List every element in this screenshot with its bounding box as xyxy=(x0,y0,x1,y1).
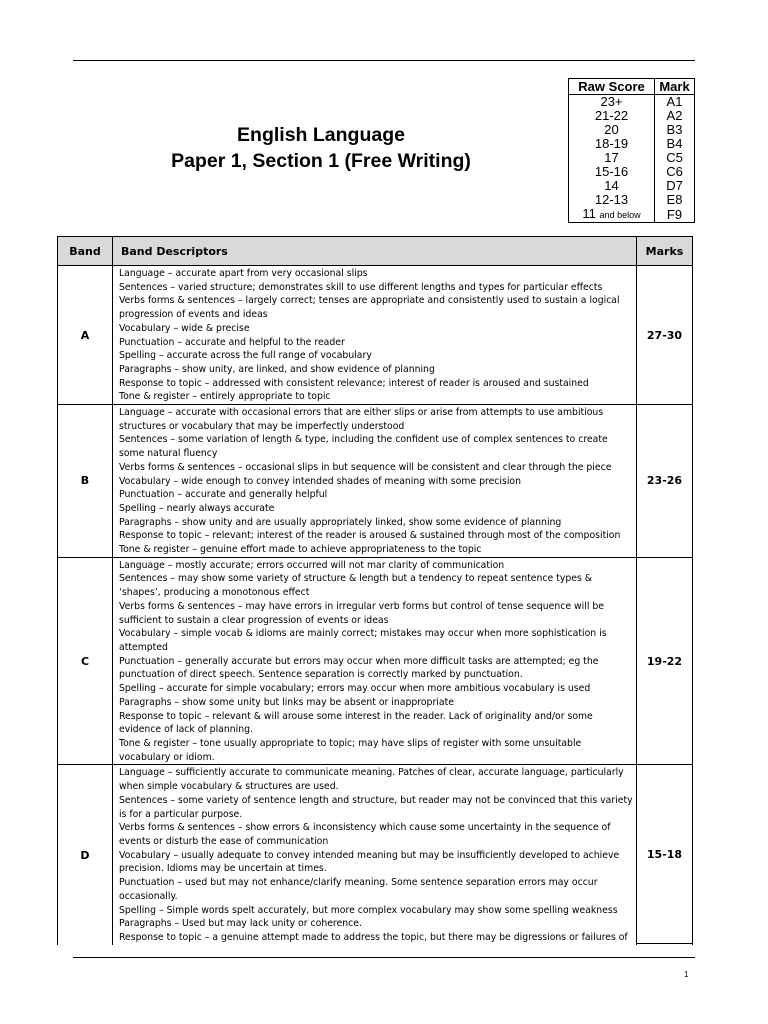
descriptor-line: Tone & register – genuine effort made to achieve appropriateness to the topic xyxy=(119,544,482,556)
descriptor-line: Punctuation – accurate and generally helpful xyxy=(119,489,328,501)
raw-score-cell xyxy=(569,179,655,193)
raw-score-cell xyxy=(569,151,655,165)
band-descriptors xyxy=(113,405,637,558)
descriptor-line: Sentences – some variation of length & type, including the confident use of complex sentences to create some natural fluency xyxy=(119,434,608,460)
raw-score-cell xyxy=(569,207,655,223)
top-rule xyxy=(73,60,695,61)
band-table-header xyxy=(58,237,693,266)
band-row-c xyxy=(58,557,693,765)
score-row xyxy=(569,137,695,151)
band-letter: D xyxy=(58,765,113,945)
page-title xyxy=(150,122,492,174)
descriptor-line: Paragraphs – show some unity but links may be absent or inappropriate xyxy=(119,696,454,708)
raw-score-value: 15-16 xyxy=(594,164,629,179)
score-row xyxy=(569,95,695,110)
band-row-b xyxy=(58,405,693,558)
raw-score-suffix: and below xyxy=(599,210,641,220)
score-row xyxy=(569,207,695,223)
mark-header: Mark xyxy=(655,79,695,95)
marks-header: Marks xyxy=(637,237,693,266)
raw-score-value: 18-19 xyxy=(594,136,629,151)
score-table-header xyxy=(569,79,695,95)
band-marks: 19-22 xyxy=(637,557,693,765)
descriptor-line: Verbs forms & sentences – may have errors in irregular verb forms but control of tense sequence will be sufficient to sustain a clear progression of events or ideas xyxy=(119,600,604,626)
raw-score-value: 17 xyxy=(604,150,619,165)
band-marks: 27-30 xyxy=(637,266,693,405)
descriptor-line: Paragraphs – Used but may lack unity or coherence. xyxy=(119,918,362,930)
descriptors-header: Band Descriptors xyxy=(113,237,637,266)
descriptor-line: Language – accurate apart from very occasional slips xyxy=(119,268,368,279)
band-letter: A xyxy=(58,266,113,405)
band-marks: 15-18 xyxy=(637,766,692,944)
raw-score-cell xyxy=(569,193,655,207)
score-row xyxy=(569,165,695,179)
descriptor-line: Verbs forms & sentences – largely correct; tenses are appropriate and consistently used to sustain a logical progression of events and ideas xyxy=(119,295,620,321)
band-letter: B xyxy=(58,405,113,558)
descriptor-line: Sentences – may show some variety of structure & length but a tendency to repeat sentence types & ‘shapes’, producing a monotonous effect xyxy=(119,573,592,599)
descriptor-line: Response to topic – relevant; interest of the reader is aroused & sustained through most of the composition xyxy=(119,530,621,542)
mark-cell: F9 xyxy=(655,207,695,223)
descriptor-line: Response to topic – a genuine attempt made to address the topic, but there may be digressions or failures of xyxy=(119,931,628,943)
descriptor-line: Response to topic – relevant & will arouse some interest in the reader. Lack of originality and/or some evidence of lack of planning. xyxy=(119,710,593,736)
descriptor-line: Tone & register – tone usually appropriate to topic; may have slips of register with some unsuitable vocabulary or idiom. xyxy=(119,737,582,763)
raw-score-cell xyxy=(569,165,655,179)
band-marks-cell xyxy=(637,765,693,945)
raw-score-cell xyxy=(569,137,655,151)
mark-cell: E8 xyxy=(655,193,695,207)
band-letter: C xyxy=(58,557,113,765)
band-row-d xyxy=(58,765,693,945)
band-row-a xyxy=(58,266,693,405)
mark-cell: B4 xyxy=(655,137,695,151)
descriptor-line: Response to topic – addressed with consistent relevance; interest of reader is aroused and sustained xyxy=(119,377,589,389)
descriptor-line: Spelling – nearly always accurate xyxy=(119,502,275,514)
descriptor-line: Vocabulary – wide enough to convey intended shades of meaning with some precision xyxy=(119,475,522,487)
title-line-1: English Language xyxy=(237,124,405,146)
band-descriptors xyxy=(113,557,637,765)
bottom-rule xyxy=(73,957,695,958)
raw-score-value: 23+ xyxy=(600,94,623,109)
descriptor-line: Punctuation – used but may not enhance/clarify meaning. Some sentence separation errors may occur occasionally. xyxy=(119,877,598,902)
band-descriptors xyxy=(113,765,637,945)
descriptor-line: Punctuation – accurate and helpful to the reader xyxy=(119,336,345,348)
raw-score-table xyxy=(568,78,695,223)
band-descriptor-table xyxy=(57,236,693,945)
descriptor-line: Language – sufficiently accurate to communicate meaning. Patches of clear, accurate language, particularly when simple vocabulary & structures are used. xyxy=(119,767,624,793)
raw-score-value: 12-13 xyxy=(594,192,629,207)
mark-cell: C5 xyxy=(655,151,695,165)
descriptor-line: Tone & register – entirely appropriate to topic xyxy=(119,391,331,403)
descriptor-line: Spelling – accurate for simple vocabulary; errors may occur when more ambitious vocabulary is used xyxy=(119,683,591,695)
raw-score-value: 11 xyxy=(582,206,596,221)
band-descriptors xyxy=(113,266,637,405)
descriptor-line: Language – mostly accurate; errors occurred will not mar clarity of communication xyxy=(119,559,505,571)
band-header: Band xyxy=(58,237,113,266)
mark-cell: D7 xyxy=(655,179,695,193)
descriptor-line: Language – accurate with occasional errors that are either slips or arise from attempts to use ambitious structures or vocabulary that may be imperfectly understood xyxy=(119,407,604,432)
score-row xyxy=(569,123,695,137)
raw-score-cell xyxy=(569,109,655,123)
title-line-2: Paper 1, Section 1 (Free Writing) xyxy=(171,150,471,172)
band-marks: 23-26 xyxy=(637,405,693,558)
descriptor-line: Sentences – some variety of sentence length and structure, but reader may not be convinced that this variety is for a particular purpose. xyxy=(119,794,633,820)
descriptor-line: Spelling – accurate across the full range of vocabulary xyxy=(119,350,372,362)
mark-cell: A2 xyxy=(655,109,695,123)
descriptor-line: Paragraphs – show unity and are usually appropriately linked, show some evidence of planning xyxy=(119,516,562,528)
descriptor-line: Sentences – varied structure; demonstrates skill to use different lengths and types for particular effects xyxy=(119,281,603,293)
mark-cell: C6 xyxy=(655,165,695,179)
score-row xyxy=(569,179,695,193)
page-number: 1 xyxy=(684,970,689,979)
mark-cell: B3 xyxy=(655,123,695,137)
descriptor-line: Vocabulary – wide & precise xyxy=(119,322,250,334)
score-row xyxy=(569,151,695,165)
descriptor-line: Vocabulary – simple vocab & idioms are mainly correct; mistakes may occur when more sophistication is attempted xyxy=(119,628,607,653)
descriptor-line: Verbs forms & sentences – occasional slips in but sequence will be consistent and clear through the piece xyxy=(119,461,612,473)
mark-cell: A1 xyxy=(655,95,695,110)
raw-score-cell xyxy=(569,123,655,137)
descriptor-line: Vocabulary – usually adequate to convey intended meaning but may be insufficiently developed to achieve precision. Idioms may be uncertain at times. xyxy=(119,849,620,875)
raw-score-header: Raw Score xyxy=(569,79,655,95)
descriptor-line: Spelling – Simple words spelt accurately, but more complex vocabulary may show some spelling weakness xyxy=(119,904,618,916)
descriptor-line: Verbs forms & sentences – show errors & inconsistency which cause some uncertainty in the sequence of events or disturb the ease of communication xyxy=(119,822,611,847)
descriptor-line: Paragraphs – show unity, are linked, and show evidence of planning xyxy=(119,363,435,375)
raw-score-value: 21-22 xyxy=(594,108,629,123)
raw-score-value: 20 xyxy=(604,122,619,137)
score-row xyxy=(569,109,695,123)
raw-score-cell xyxy=(569,95,655,110)
raw-score-value: 14 xyxy=(604,178,619,193)
score-row xyxy=(569,193,695,207)
descriptor-line: Punctuation – generally accurate but errors may occur when more difficult tasks are attempted; eg the punctuation of direct speech. Sentence separation is correctly marked by punctuation. xyxy=(119,655,599,681)
